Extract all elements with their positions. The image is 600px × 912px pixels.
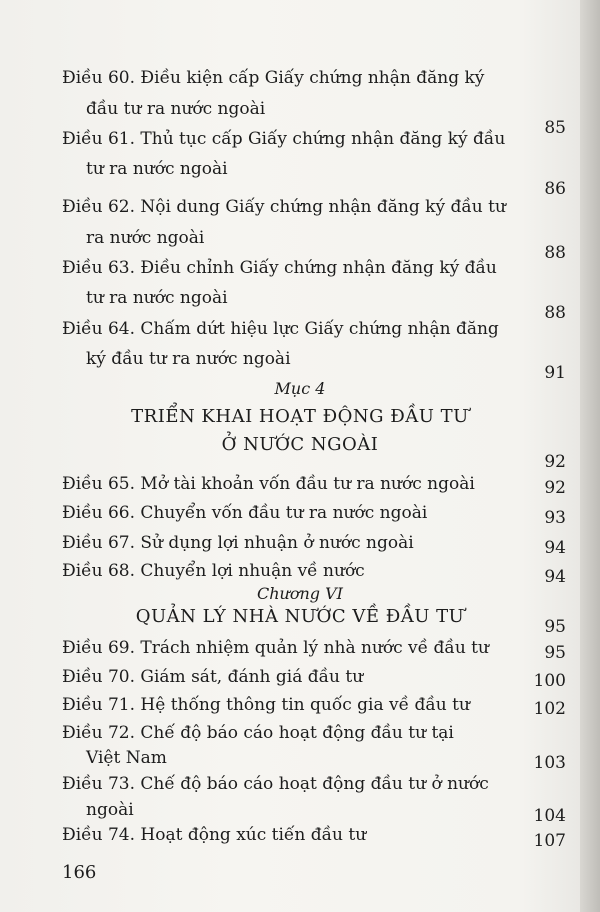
- toc-entry-line: Điều 72. Chế độ báo cáo hoạt động đầu tư tại: [62, 723, 454, 743]
- toc-entry-line: Điều 63. Điều chỉnh Giấy chứng nhận đăng ký đầu: [62, 258, 497, 278]
- toc-page-number: 86: [544, 179, 566, 199]
- toc-page-number: 103: [533, 753, 566, 773]
- toc-entry-line: ngoài: [86, 800, 134, 820]
- toc-entry-line: Điều 68. Chuyển lợi nhuận về nước: [62, 561, 365, 581]
- toc-entry-line: Điều 60. Điều kiện cấp Giấy chứng nhận đăng ký: [62, 68, 485, 88]
- toc-page-number: 92: [544, 478, 566, 498]
- toc-entry-line: ký đầu tư ra nước ngoài: [86, 349, 291, 369]
- toc-entry-line: Điều 70. Giám sát, đánh giá đầu tư: [62, 667, 364, 687]
- toc-page-number: 85: [544, 118, 566, 138]
- toc-entry-line: ra nước ngoài: [86, 228, 205, 248]
- toc-page-number: 104: [533, 806, 566, 826]
- toc-entry-line: Điều 64. Chấm dứt hiệu lực Giấy chứng nhận đăng: [62, 319, 499, 339]
- toc-entry-line: Điều 74. Hoạt động xúc tiến đầu tư: [62, 825, 367, 845]
- toc-entry-line: Điều 71. Hệ thống thông tin quốc gia về đầu tư: [62, 695, 470, 715]
- toc-entry-line: Điều 61. Thủ tục cấp Giấy chứng nhận đăng ký đầu: [62, 129, 506, 149]
- toc-page-number: 88: [544, 243, 566, 263]
- section-page-number: 92: [544, 452, 566, 472]
- section-title: TRIỂN KHAI HOẠT ĐỘNG ĐẦU TƯ: [131, 406, 469, 427]
- toc-entry-line: tư ra nước ngoài: [86, 159, 228, 179]
- toc-entry-line: Việt Nam: [86, 748, 167, 768]
- toc-entry-line: Điều 65. Mở tài khoản vốn đầu tư ra nước ngoài: [62, 474, 475, 494]
- toc-entry-line: Điều 66. Chuyển vốn đầu tư ra nước ngoài: [62, 503, 428, 523]
- chapter-page-number: 95: [544, 617, 566, 637]
- toc-page-number: 91: [544, 363, 566, 383]
- toc-entry-line: Điều 62. Nội dung Giấy chứng nhận đăng ký đầu tư: [62, 197, 506, 217]
- page-number-footer: 166: [62, 862, 97, 883]
- toc-entry-line: Điều 73. Chế độ báo cáo hoạt động đầu tư ở nước: [62, 774, 489, 794]
- toc-entry-line: tư ra nước ngoài: [86, 288, 228, 308]
- chapter-title: QUẢN LÝ NHÀ NƯỚC VỀ ĐẦU TƯ: [135, 606, 465, 627]
- toc-page-number: 94: [544, 538, 566, 558]
- toc-entry-line: đầu tư ra nước ngoài: [86, 99, 266, 119]
- toc-entry-line: Điều 67. Sử dụng lợi nhuận ở nước ngoài: [62, 533, 414, 553]
- toc-page-number: 107: [533, 831, 566, 851]
- toc-page-number: 102: [533, 699, 566, 719]
- toc-page-number: 94: [544, 567, 566, 587]
- toc-entry-line: Điều 69. Trách nhiệm quản lý nhà nước về đầu tư: [62, 638, 489, 658]
- toc-page-number: 95: [544, 643, 566, 663]
- chapter-label: Chương VI: [257, 584, 343, 603]
- toc-page-number: 88: [544, 303, 566, 323]
- toc-page-number: 93: [544, 508, 566, 528]
- toc-page-number: 100: [533, 671, 566, 691]
- section-label: Mục 4: [274, 379, 326, 398]
- section-title: Ở NƯỚC NGOÀI: [221, 434, 379, 455]
